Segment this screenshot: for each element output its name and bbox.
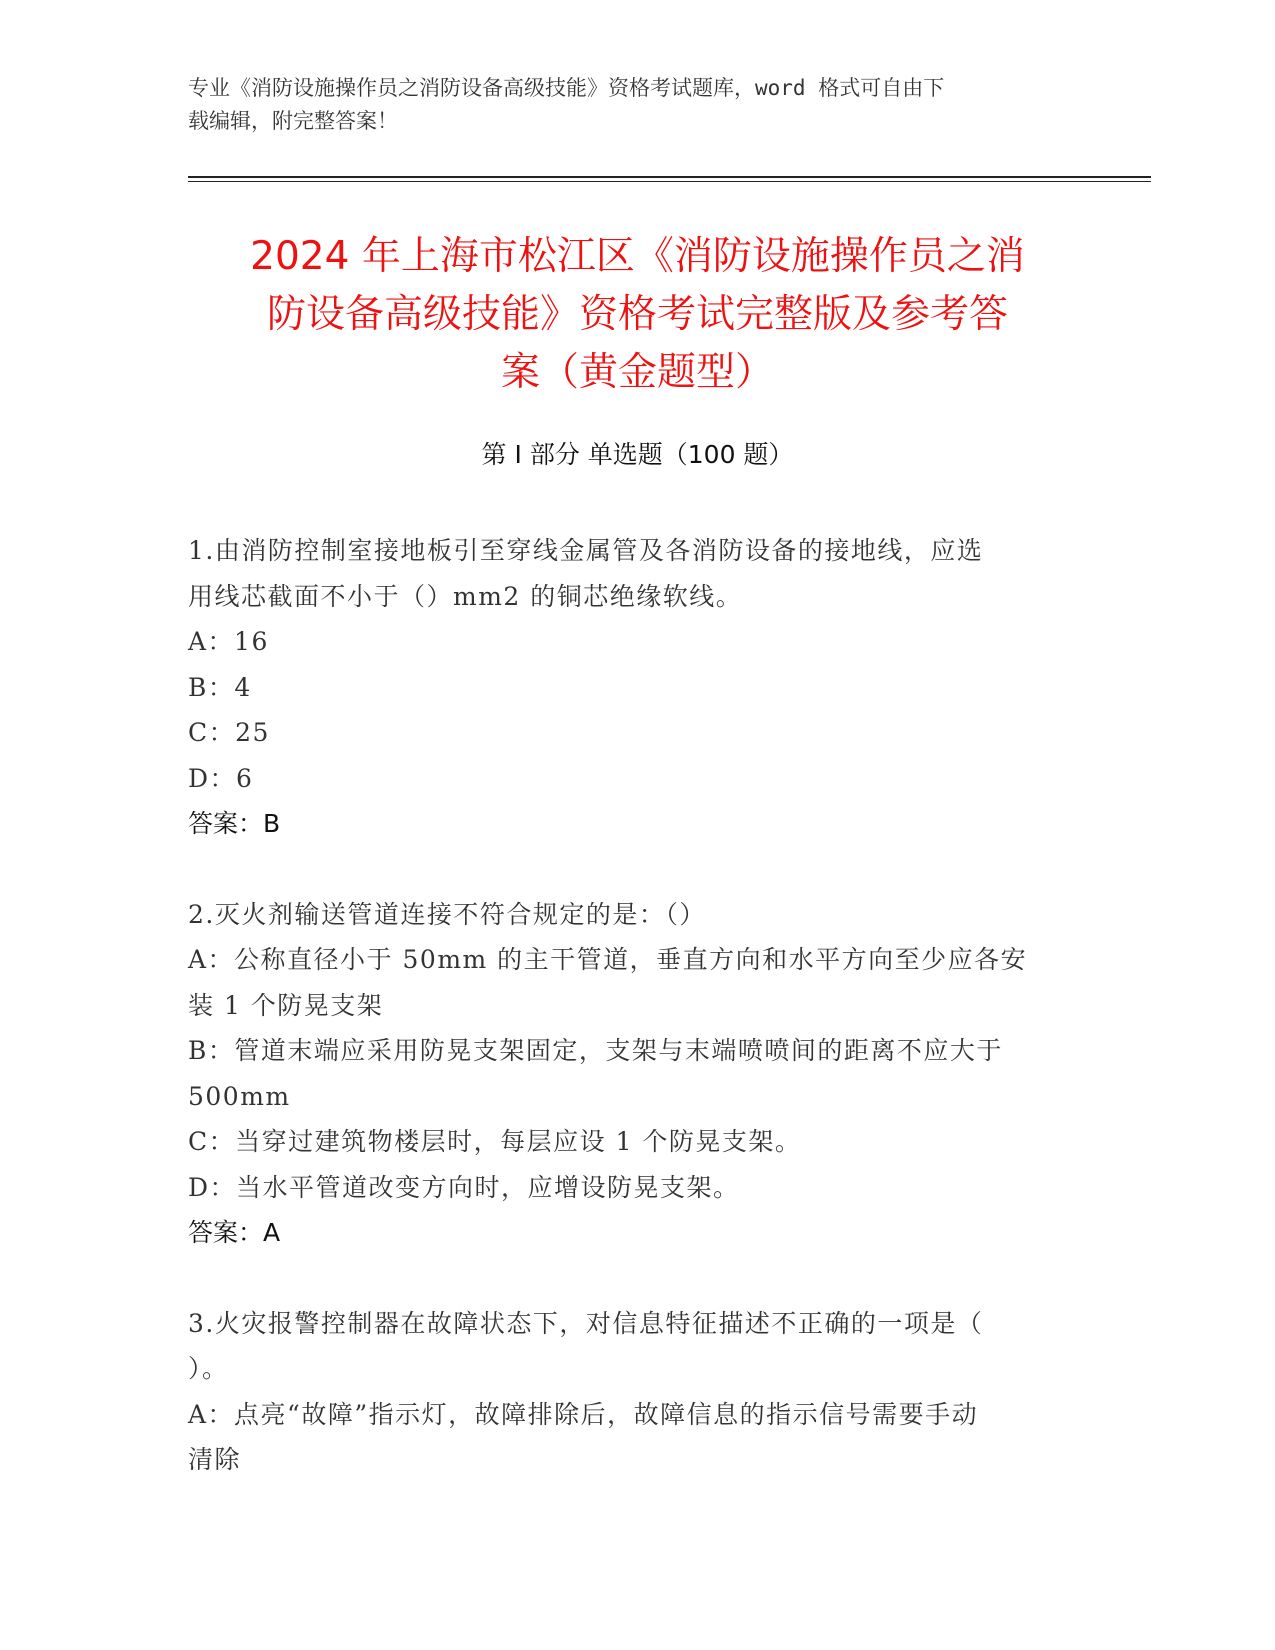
title-line-3: 案（黄金题型） bbox=[500, 350, 774, 395]
title-line-1: 2024 年上海市松江区《消防设施操作员之消 bbox=[250, 234, 1025, 279]
option-a: A：公称直径小于 50mm 的主干管道，垂直方向和水平方向至少应各安 bbox=[188, 945, 1028, 974]
header-divider-thick bbox=[188, 176, 1151, 178]
question-3 bbox=[188, 1301, 1068, 1483]
option-b-continued: 500mm bbox=[188, 1081, 291, 1111]
header-divider-thin bbox=[188, 181, 1151, 182]
option-d: D：6 bbox=[188, 763, 254, 793]
option-a-continued: 装 1 个防晃支架 bbox=[188, 990, 384, 1020]
option-d: D：当水平管道改变方向时，应增设防晃支架。 bbox=[188, 1172, 740, 1202]
option-c: C：25 bbox=[188, 718, 270, 747]
option-b: B：管道末端应采用防晃支架固定，支架与末端喷喷间的距离不应大于 bbox=[188, 1036, 1003, 1065]
option-a: A：16 bbox=[188, 627, 269, 656]
document-title bbox=[170, 228, 1105, 402]
answer-label: 答案：A bbox=[188, 1218, 281, 1247]
header-note-line-1: 专业《消防设施操作员之消防设备高级技能》资格考试题库，word 格式可自由下 bbox=[188, 76, 945, 100]
question-1 bbox=[188, 528, 1068, 847]
option-a: A：点亮“故障”指示灯，故障排除后，故障信息的指示信号需要手动 bbox=[188, 1399, 979, 1429]
question-stem-line: 用线芯截面不小于（）mm2 的铜芯绝缘软线。 bbox=[188, 581, 743, 611]
header-note-line-2: 载编辑，附完整答案！ bbox=[188, 109, 398, 133]
section-title: 第 I 部分 单选题（100 题） bbox=[481, 440, 794, 469]
option-b: B：4 bbox=[188, 672, 252, 702]
question-list bbox=[188, 528, 1068, 1528]
question-2 bbox=[188, 892, 1068, 1256]
question-stem-line: 2.灭火剂输送管道连接不符合规定的是：（） bbox=[188, 899, 706, 929]
answer-label: 答案：B bbox=[188, 809, 281, 838]
question-stem-line: ）。 bbox=[188, 1354, 229, 1383]
question-stem-line: 1.由消防控制室接地板引至穿线金属管及各消防设备的接地线，应选 bbox=[188, 536, 984, 565]
question-stem-line: 3.火灾报警控制器在故障状态下，对信息特征描述不正确的一项是（ bbox=[188, 1308, 984, 1338]
title-line-2: 防设备高级技能》资格考试完整版及参考答 bbox=[266, 292, 1008, 337]
header-note bbox=[188, 72, 1088, 138]
option-a-continued: 清除 bbox=[188, 1445, 242, 1474]
option-c: C：当穿过建筑物楼层时，每层应设 1 个防晃支架。 bbox=[188, 1127, 802, 1156]
